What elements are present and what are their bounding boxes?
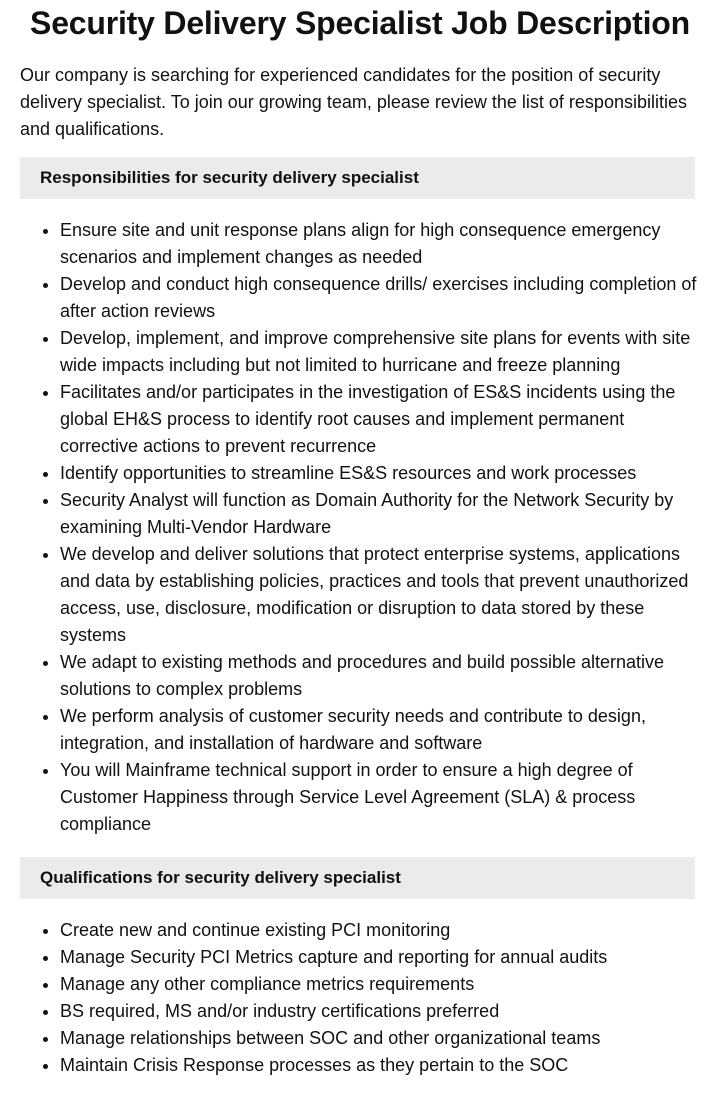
list-item: • You will Mainframe technical support in order to ensure a high degree of Customer Happiness through Service Level Agreement (SLA) & process compliance [60, 757, 700, 838]
list-item: • We develop and deliver solutions that protect enterprise systems, applications and data by establishing policies, practices and tools that prevent unauthorized access, use, disclosure, modification or disruption to data stored by these systems [60, 541, 700, 649]
list-item: • Identify opportunities to streamline ES&S resources and work processes [60, 460, 700, 487]
list-item: • We perform analysis of customer security needs and contribute to design, integration, and installation of hardware and software [60, 703, 700, 757]
list-item: • Security Analyst will function as Domain Authority for the Network Security by examining Multi-Vendor Hardware [60, 487, 700, 541]
list-item: • We adapt to existing methods and procedures and build possible alternative solutions to complex problems [60, 649, 700, 703]
list-item: • Manage relationships between SOC and other organizational teams [60, 1025, 700, 1052]
list-item: • Manage Security PCI Metrics capture and reporting for annual audits [60, 944, 700, 971]
section-heading: Responsibilities for security delivery specialist [20, 157, 695, 199]
list-item: • Create new and continue existing PCI monitoring [60, 917, 700, 944]
list-item: • BS required, MS and/or industry certifications preferred [60, 998, 700, 1025]
list-item: • Facilitates and/or participates in the investigation of ES&S incidents using the global EH&S process to identify root causes and implement permanent corrective actions to prevent recurrence [60, 379, 700, 460]
page-title: Security Delivery Specialist Job Description [30, 5, 690, 41]
list-item: • Ensure site and unit response plans align for high consequence emergency scenarios and implement changes as needed [60, 217, 700, 271]
qualifications-list [0, 917, 700, 1079]
qualifications-section [0, 857, 720, 1079]
responsibilities-section [0, 157, 720, 838]
list-item: • Develop and conduct high consequence drills/ exercises including completion of after action reviews [60, 271, 700, 325]
section-heading: Qualifications for security delivery specialist [20, 857, 695, 899]
list-item: • Develop, implement, and improve comprehensive site plans for events with site wide impacts including but not limited to hurricane and freeze planning [60, 325, 700, 379]
list-item: • Maintain Crisis Response processes as they pertain to the SOC [60, 1052, 700, 1079]
intro-paragraph: Our company is searching for experienced candidates for the position of security delivery specialist. To join our growing team, please review the list of responsibilities and qualifications. [20, 65, 687, 139]
responsibilities-list [0, 217, 700, 838]
list-item: • Manage any other compliance metrics requirements [60, 971, 700, 998]
